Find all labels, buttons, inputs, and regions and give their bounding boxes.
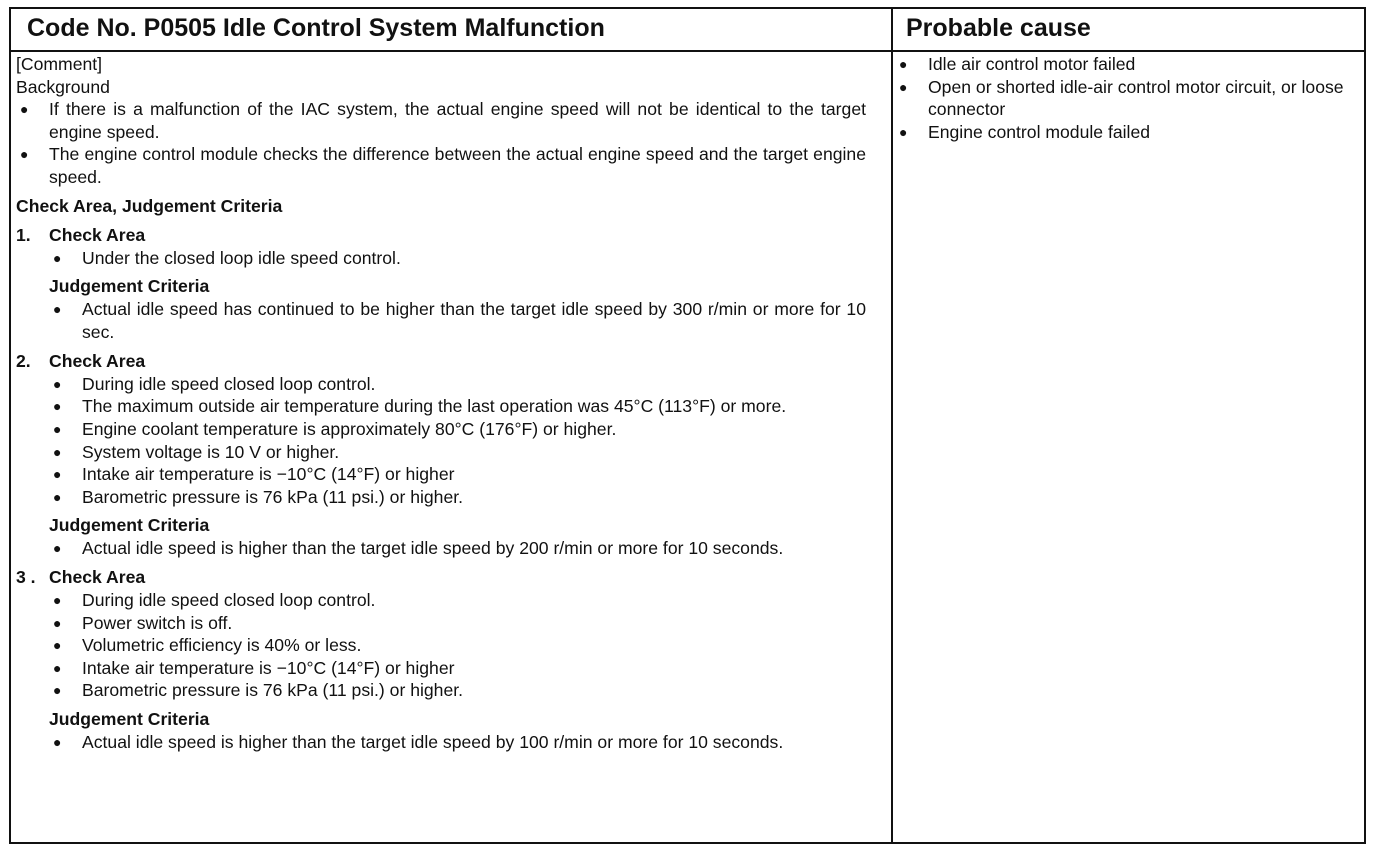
list-item: ● During idle speed closed loop control. xyxy=(53,590,376,611)
check-list xyxy=(49,589,866,702)
judgement-heading: Judgement Criteria xyxy=(49,276,210,297)
judgement-heading: Judgement Criteria xyxy=(49,709,210,730)
list-item: ● Actual idle speed is higher than the target idle speed by 200 r/min or more for 10 seconds. xyxy=(53,537,784,558)
step-heading: 2. Check Area xyxy=(16,351,146,372)
probable-cause-list xyxy=(895,53,1345,143)
bullet-icon: ● xyxy=(53,488,62,505)
check-heading: Check Area, Judgement Criteria xyxy=(16,195,283,216)
list-item: ● If there is a malfunction of the IAC system, the actual engine speed will not be identical to the target engine speed. xyxy=(20,99,866,142)
page-title: Code No. P0505 Idle Control System Malfunction xyxy=(27,14,605,42)
list-item: ● Volumetric efficiency is 40% or less. xyxy=(53,635,362,656)
bullet-icon: ● xyxy=(20,146,29,163)
step-heading: 3 . Check Area xyxy=(16,567,146,588)
judgement-list xyxy=(49,731,866,754)
list-item: ● Under the closed loop idle speed control. xyxy=(53,247,401,268)
judgement-list xyxy=(49,298,866,343)
bullet-icon: ● xyxy=(899,78,908,95)
bullet-icon: ● xyxy=(899,123,908,140)
list-item: ● Engine control module failed xyxy=(899,121,1151,142)
check-list xyxy=(49,373,866,509)
judgement-heading: Judgement Criteria xyxy=(49,515,210,536)
list-item: ● Power switch is off. xyxy=(53,612,233,633)
bullet-icon: ● xyxy=(20,101,29,118)
list-item: ● System voltage is 10 V or higher. xyxy=(53,441,340,462)
list-item: ● Intake air temperature is −10°C (14°F) or higher xyxy=(53,464,455,485)
bullet-icon: ● xyxy=(53,682,62,699)
list-item: ● Open or shorted idle-air control motor circuit, or loose connector xyxy=(899,76,1344,120)
probable-cause-heading: Probable cause xyxy=(906,14,1091,42)
bullet-icon: ● xyxy=(53,659,62,676)
bullet-icon: ● xyxy=(53,637,62,654)
check-step-1 xyxy=(16,224,866,343)
list-item: ● During idle speed closed loop control. xyxy=(53,373,376,394)
list-item: ● The maximum outside air temperature during the last operation was 45°C (113°F) or more. xyxy=(53,396,787,417)
judgement-list xyxy=(49,537,866,560)
comment-label: [Comment] xyxy=(16,54,103,74)
background-label: Background xyxy=(16,76,110,97)
bullet-icon: ● xyxy=(53,592,62,609)
step-heading: 1. Check Area xyxy=(16,225,146,246)
list-item: ● The engine control module checks the difference between the actual engine speed and the target engine speed. xyxy=(20,144,866,187)
list-item: ● Engine coolant temperature is approximately 80°C (176°F) or higher. xyxy=(53,418,617,439)
bullet-icon: ● xyxy=(53,733,62,750)
list-item: ● Idle air control motor failed xyxy=(899,54,1136,74)
list-item: ● Barometric pressure is 76 kPa (11 psi.) or higher. xyxy=(53,486,464,507)
check-list xyxy=(49,247,866,270)
comment-column xyxy=(16,53,866,753)
bullet-icon: ● xyxy=(53,420,62,437)
list-item: ● Intake air temperature is −10°C (14°F) or higher xyxy=(53,657,455,678)
bullet-icon: ● xyxy=(53,300,62,317)
bullet-icon: ● xyxy=(899,56,908,72)
list-item: ● Actual idle speed is higher than the target idle speed by 100 r/min or more for 10 seconds. xyxy=(53,731,784,752)
check-step-2 xyxy=(16,350,866,559)
probable-cause-column xyxy=(895,53,1345,143)
bullet-icon: ● xyxy=(53,539,62,556)
list-item: ● Actual idle speed has continued to be higher than the target idle speed by 300 r/min or more for 10 sec. xyxy=(53,298,866,342)
bullet-icon: ● xyxy=(53,398,62,415)
check-step-3 xyxy=(16,566,866,753)
bullet-icon: ● xyxy=(53,614,62,631)
background-list xyxy=(16,98,866,188)
bullet-icon: ● xyxy=(53,443,62,460)
bullet-icon: ● xyxy=(53,466,62,483)
list-item: ● Barometric pressure is 76 kPa (11 psi.) or higher. xyxy=(53,680,464,701)
bullet-icon: ● xyxy=(53,249,62,266)
bullet-icon: ● xyxy=(53,375,62,392)
column-divider xyxy=(891,9,893,842)
header-divider xyxy=(11,50,1364,52)
